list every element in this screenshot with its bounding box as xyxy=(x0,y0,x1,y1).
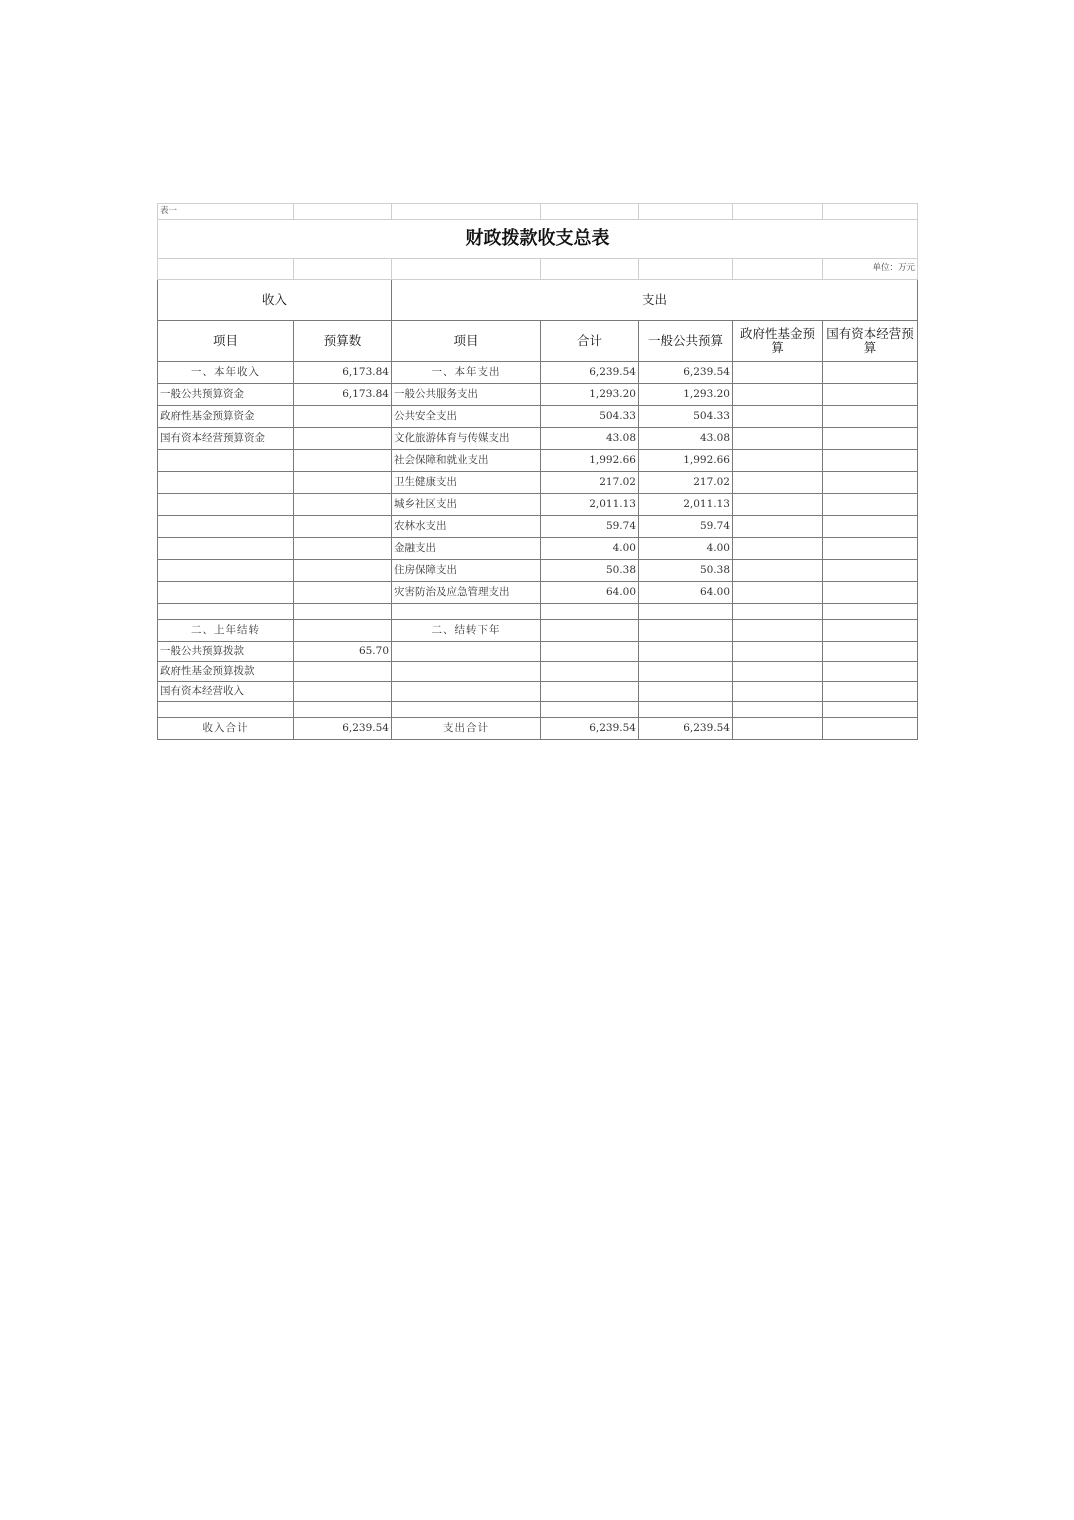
expense-general-cell: 6,239.54 xyxy=(639,362,733,384)
expense-state-cell xyxy=(823,620,918,642)
table-row xyxy=(158,718,918,740)
expense-item-cell xyxy=(392,702,541,718)
expense-item-cell: 一、本年支出 xyxy=(392,362,541,384)
table-row xyxy=(158,682,918,702)
expense-state-cell xyxy=(823,384,918,406)
table-row xyxy=(158,620,918,642)
expense-fund-cell xyxy=(733,450,823,472)
income-budget-cell xyxy=(294,494,392,516)
expense-fund-cell xyxy=(733,604,823,620)
table-row xyxy=(158,450,918,472)
expense-state-cell xyxy=(823,362,918,384)
income-budget-header: 预算数 xyxy=(294,321,392,362)
expense-item-header: 项目 xyxy=(392,321,541,362)
table-row xyxy=(158,516,918,538)
expense-general-cell xyxy=(639,604,733,620)
expense-fund-cell xyxy=(733,560,823,582)
income-budget-cell xyxy=(294,582,392,604)
income-budget-cell xyxy=(294,406,392,428)
income-budget-cell: 6,239.54 xyxy=(294,718,392,740)
expense-state-cell xyxy=(823,538,918,560)
income-item-cell: 国有资本经营预算资金 xyxy=(158,428,294,450)
table-row xyxy=(158,428,918,450)
income-budget-cell: 6,173.84 xyxy=(294,384,392,406)
expense-fund-cell xyxy=(733,662,823,682)
fiscal-summary-table xyxy=(157,203,918,740)
expense-general-cell: 43.08 xyxy=(639,428,733,450)
income-item-cell: 收入合计 xyxy=(158,718,294,740)
expense-fund-cell xyxy=(733,362,823,384)
table-row xyxy=(158,702,918,718)
expense-total-cell xyxy=(541,702,639,718)
expense-fund-cell xyxy=(733,494,823,516)
expense-item-cell xyxy=(392,662,541,682)
expense-group-header: 支出 xyxy=(392,280,918,321)
income-group-header: 收入 xyxy=(158,280,392,321)
expense-general-cell: 1,992.66 xyxy=(639,450,733,472)
expense-state-cell xyxy=(823,662,918,682)
expense-state-cell xyxy=(823,516,918,538)
expense-general-cell: 64.00 xyxy=(639,582,733,604)
income-budget-cell xyxy=(294,604,392,620)
expense-state-cell xyxy=(823,472,918,494)
expense-state-cell xyxy=(823,450,918,472)
expense-state-cell xyxy=(823,682,918,702)
expense-item-cell: 支出合计 xyxy=(392,718,541,740)
expense-general-cell xyxy=(639,620,733,642)
table-row xyxy=(158,582,918,604)
expense-item-cell xyxy=(392,604,541,620)
title-row xyxy=(158,220,918,259)
expense-general-cell: 504.33 xyxy=(639,406,733,428)
table-row xyxy=(158,560,918,582)
expense-item-cell: 公共安全支出 xyxy=(392,406,541,428)
expense-state-cell xyxy=(823,428,918,450)
expense-general-cell xyxy=(639,662,733,682)
expense-item-cell: 社会保障和就业支出 xyxy=(392,450,541,472)
expense-total-cell: 4.00 xyxy=(541,538,639,560)
budget-sheet xyxy=(157,203,917,740)
expense-state-cell xyxy=(823,494,918,516)
unit-label: 单位：万元 xyxy=(823,259,918,280)
expense-fund-cell xyxy=(733,682,823,702)
expense-item-cell xyxy=(392,682,541,702)
unit-row xyxy=(158,259,918,280)
expense-general-cell: 1,293.20 xyxy=(639,384,733,406)
expense-total-cell: 64.00 xyxy=(541,582,639,604)
expense-total-cell: 1,992.66 xyxy=(541,450,639,472)
table-row xyxy=(158,406,918,428)
column-header-row xyxy=(158,321,918,362)
table-row xyxy=(158,472,918,494)
expense-total-cell: 217.02 xyxy=(541,472,639,494)
expense-general-cell: 4.00 xyxy=(639,538,733,560)
income-budget-cell xyxy=(294,538,392,560)
expense-state-cell xyxy=(823,582,918,604)
income-budget-cell xyxy=(294,702,392,718)
expense-item-cell: 卫生健康支出 xyxy=(392,472,541,494)
income-item-cell: 一般公共预算拨款 xyxy=(158,642,294,662)
expense-fund-cell xyxy=(733,538,823,560)
expense-general-cell xyxy=(639,702,733,718)
expense-total-cell: 50.38 xyxy=(541,560,639,582)
table-title: 财政拨款收支总表 xyxy=(158,220,918,259)
income-budget-cell xyxy=(294,450,392,472)
expense-total-cell: 1,293.20 xyxy=(541,384,639,406)
expense-total-cell xyxy=(541,662,639,682)
expense-fund-cell xyxy=(733,428,823,450)
table-row xyxy=(158,642,918,662)
expense-general-cell: 217.02 xyxy=(639,472,733,494)
income-item-header: 项目 xyxy=(158,321,294,362)
expense-state-header: 国有资本经营预算 xyxy=(823,321,918,362)
income-item-cell xyxy=(158,582,294,604)
expense-item-cell: 一般公共服务支出 xyxy=(392,384,541,406)
income-item-cell xyxy=(158,604,294,620)
expense-state-cell xyxy=(823,560,918,582)
expense-item-cell: 金融支出 xyxy=(392,538,541,560)
expense-fund-cell xyxy=(733,620,823,642)
expense-fund-cell xyxy=(733,642,823,662)
expense-fund-cell xyxy=(733,472,823,494)
expense-item-cell: 住房保障支出 xyxy=(392,560,541,582)
income-budget-cell xyxy=(294,516,392,538)
income-budget-cell xyxy=(294,472,392,494)
expense-total-cell xyxy=(541,682,639,702)
income-budget-cell xyxy=(294,662,392,682)
expense-general-cell: 59.74 xyxy=(639,516,733,538)
income-budget-cell xyxy=(294,428,392,450)
expense-state-cell xyxy=(823,604,918,620)
income-budget-cell xyxy=(294,560,392,582)
income-item-cell: 一、本年收入 xyxy=(158,362,294,384)
expense-general-cell: 50.38 xyxy=(639,560,733,582)
expense-total-header: 合计 xyxy=(541,321,639,362)
expense-item-cell: 文化旅游体育与传媒支出 xyxy=(392,428,541,450)
income-budget-cell: 6,173.84 xyxy=(294,362,392,384)
expense-total-cell: 6,239.54 xyxy=(541,362,639,384)
expense-fund-cell xyxy=(733,406,823,428)
table-tag: 表一 xyxy=(158,204,294,220)
table-row xyxy=(158,362,918,384)
expense-fund-cell xyxy=(733,702,823,718)
expense-total-cell: 6,239.54 xyxy=(541,718,639,740)
expense-total-cell xyxy=(541,604,639,620)
expense-general-cell: 6,239.54 xyxy=(639,718,733,740)
table-row xyxy=(158,538,918,560)
income-item-cell: 二、上年结转 xyxy=(158,620,294,642)
income-budget-cell xyxy=(294,620,392,642)
expense-item-cell: 灾害防治及应急管理支出 xyxy=(392,582,541,604)
table-row xyxy=(158,662,918,682)
expense-general-cell: 2,011.13 xyxy=(639,494,733,516)
expense-state-cell xyxy=(823,406,918,428)
expense-item-cell: 二、结转下年 xyxy=(392,620,541,642)
tag-row xyxy=(158,204,918,220)
expense-item-cell: 城乡社区支出 xyxy=(392,494,541,516)
expense-total-cell: 2,011.13 xyxy=(541,494,639,516)
expense-fund-cell xyxy=(733,582,823,604)
income-item-cell: 一般公共预算资金 xyxy=(158,384,294,406)
expense-fund-header: 政府性基金预算 xyxy=(733,321,823,362)
expense-item-cell: 农林水支出 xyxy=(392,516,541,538)
table-row xyxy=(158,384,918,406)
table-row xyxy=(158,494,918,516)
expense-general-cell xyxy=(639,642,733,662)
income-item-cell xyxy=(158,472,294,494)
expense-total-cell: 504.33 xyxy=(541,406,639,428)
expense-state-cell xyxy=(823,718,918,740)
income-item-cell xyxy=(158,538,294,560)
income-item-cell xyxy=(158,560,294,582)
expense-fund-cell xyxy=(733,516,823,538)
expense-general-header: 一般公共预算 xyxy=(639,321,733,362)
group-header-row xyxy=(158,280,918,321)
expense-total-cell: 59.74 xyxy=(541,516,639,538)
income-item-cell xyxy=(158,450,294,472)
expense-total-cell xyxy=(541,620,639,642)
expense-total-cell xyxy=(541,642,639,662)
income-budget-cell xyxy=(294,682,392,702)
income-item-cell xyxy=(158,494,294,516)
income-item-cell: 国有资本经营收入 xyxy=(158,682,294,702)
expense-state-cell xyxy=(823,642,918,662)
expense-item-cell xyxy=(392,642,541,662)
income-budget-cell: 65.70 xyxy=(294,642,392,662)
expense-state-cell xyxy=(823,702,918,718)
income-item-cell xyxy=(158,516,294,538)
table-row xyxy=(158,604,918,620)
expense-total-cell: 43.08 xyxy=(541,428,639,450)
income-item-cell: 政府性基金预算拨款 xyxy=(158,662,294,682)
expense-fund-cell xyxy=(733,718,823,740)
expense-fund-cell xyxy=(733,384,823,406)
expense-general-cell xyxy=(639,682,733,702)
income-item-cell: 政府性基金预算资金 xyxy=(158,406,294,428)
income-item-cell xyxy=(158,702,294,718)
